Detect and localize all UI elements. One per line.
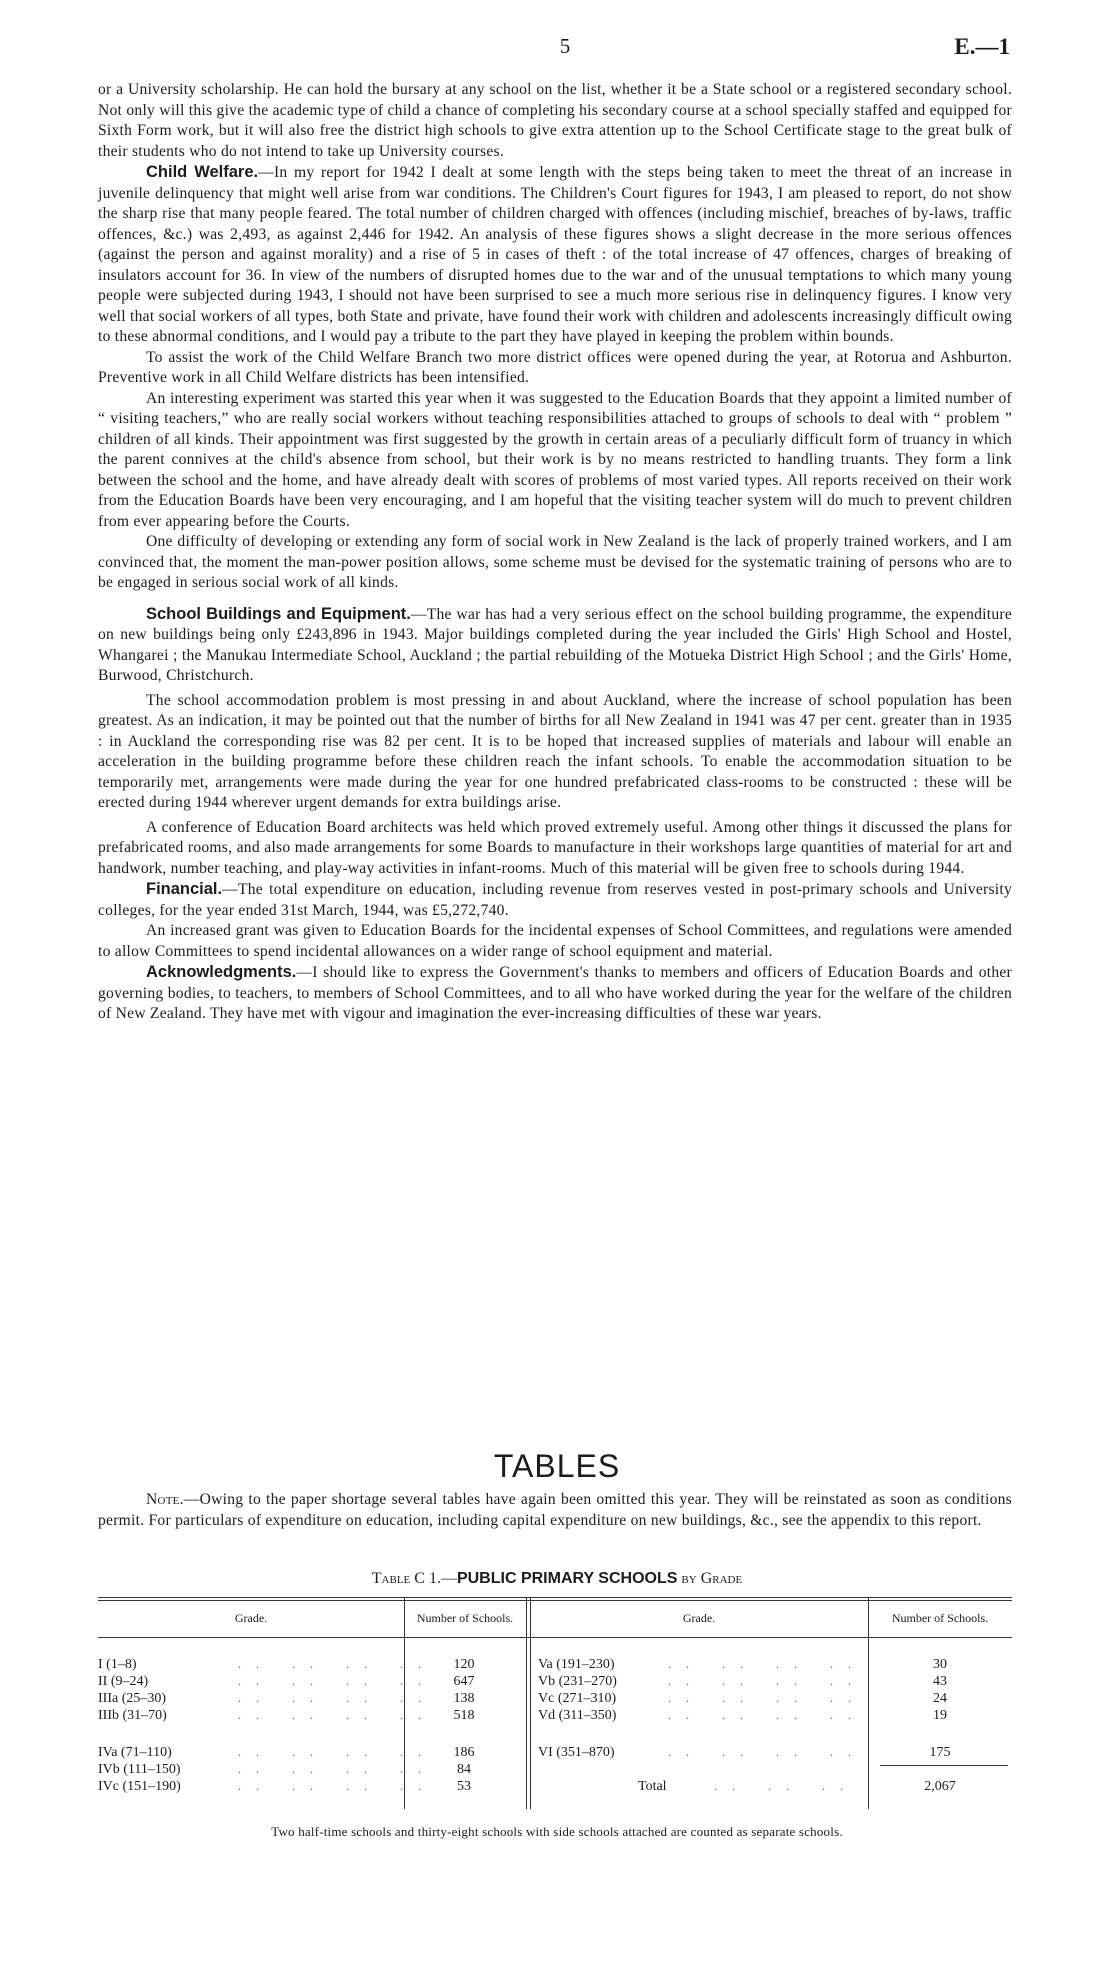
table-total-row: Total . . . . . . 2,067: [538, 1779, 1012, 1796]
total-rule: [880, 1765, 1008, 1766]
total-value: 2,067: [924, 1779, 956, 1794]
table-row: IVc (151–190) . . . . . . . . 53: [98, 1779, 471, 1794]
paragraph-financial: Financial.—The total expenditure on education, including revenue from reserves vested in post-primary schools and University colleges, for the year ended 31st March, 1944, was £5,272,740.: [98, 880, 1012, 919]
table-row: Va (191–230) . . . . . . . . 30: [538, 1657, 947, 1672]
paragraph: A conference of Education Board architects was held which proved extremely useful. Among other things it discussed the plans for prefabricated rooms, and also made arrangements for some Boards to manufacture in their workshops large quantities of material for art and handwork, number teaching, and play-way activities in infant-rooms. Much of this material will be given free to schools during 1944.: [98, 818, 1012, 877]
table-row: I (1–8) . . . . . . . . 120: [98, 1657, 475, 1672]
total-label: Total: [638, 1779, 667, 1794]
heading-child-welfare: Child Welfare.: [146, 163, 259, 181]
table-row: Vb (231–270) . . . . . . . . 43: [538, 1674, 947, 1689]
heading-acknowledgments: Acknowledgments.: [146, 963, 297, 981]
table-row: Vd (311–350) . . . . . . . . 19: [538, 1708, 947, 1723]
tables-title: TABLES: [493, 1448, 621, 1484]
paragraph-child-welfare: Child Welfare.—In my report for 1942 I dealt at some length with the steps being taken to meet the threat of an increase in juvenile delinquency that might well arise from war conditions. The Children's Court figures for 1943, I am pleased to report, do not show the sharp rise that many people feared. The total number of children charged with offences (including mischief, breaches of by-laws, traffic offences, &c.) was 2,493, as against 2,446 for 1942. An analysis of these figures shows a slight decrease in the more serious offences (against the person and against morality) and a rise of 5 in cases of theft : of the total increase of 47 offences, charges of breaking of insulators account for 36. In view of the numbers of disrupted homes due to the war and of the unusual temptations to which many young people were subjected during 1943, I should not have been surprised to see a much more serious rise in delinquency figures. I know very well that social workers of all types, both State and private, have found their work with children and adolescents increasingly difficult owing to these abnormal conditions, and I would pay a tribute to the part they have played in keeping the problem within bounds.: [98, 163, 1012, 345]
table-rule: [98, 1600, 1012, 1601]
paragraph: The school accommodation problem is most pressing in and about Auckland, where the increase of school population has been greatest. As an indication, it may be pointed out that the number of births for all New Zealand in 1941 was 47 per cent. greater than in 1935 : in Auckland the corresponding rise was 82 per cent. It is to be hoped that increased supplies of materials and labour will enable an acceleration in the building programme before these children reach the infant schools. To enable the accommodation situation to be temporarily met, arrangements were made during the year for one hundred prefabricated class-rooms to be constructed : these will be erected during 1944 wherever urgent demands for extra buildings arise.: [98, 691, 1012, 811]
table-row: IIIb (31–70) . . . . . . . . 518: [98, 1708, 475, 1723]
paragraph: An increased grant was given to Education Boards for the incidental expenses of School Committees, and regulations were amended to allow Committees to spend incidental allowances on a wider range of school equipment and material.: [98, 922, 1012, 960]
column-divider-double: [526, 1597, 531, 1809]
column-header-grade-left: Grade.: [234, 1611, 268, 1625]
paragraph-school-buildings: School Buildings and Equipment.—The war has had a very serious effect on the school building programme, the expenditure on new buildings being only £243,896 in 1943. Major buildings completed during the year included the Girls' High School and Hostel, Whangarei ; the Manukau Intermediate School, Auckland ; the partial rebuilding of the Motueka District High School ; and the Girls' Home, Burwood, Christchurch.: [98, 604, 1012, 684]
heading-financial: Financial.: [146, 880, 223, 898]
table-row: IVb (111–150) . . . . . . . . 84: [98, 1762, 471, 1777]
table-row: Vc (271–310) . . . . . . . . 24: [538, 1691, 947, 1706]
tables-note: [98, 1490, 1012, 1531]
table-footnote: Two half-time schools and thirty-eight schools with side schools attached are counted as separate schools.: [271, 1824, 843, 1839]
table-row: VI (351–870) . . . . . . . . 175: [538, 1745, 951, 1760]
table-row: II (9–24) . . . . . . . . 647: [98, 1674, 475, 1689]
table-row: IVa (71–110) . . . . . . . . 186: [98, 1745, 475, 1760]
table-row: IIIa (25–30) . . . . . . . . 138: [98, 1691, 475, 1706]
paragraph: An interesting experiment was started this year when it was suggested to the Education Boards that they appoint a limited number of “ visiting teachers,” who are really social workers without teaching responsibilities attached to groups of schools to deal with “ problem ” children of all kinds. Their appointment was first suggested by the growth in certain areas of a peculiarly difficult form of truancy in which the parent connives at the child's absence from school, but their work is by no means restricted to handling truants. They form a link between the school and the home, and have already dealt with scores of problems of most varied types. All reports received on their work from the Education Boards have been very encouraging, and I am hopeful that the visiting teacher system will do much to prevent children from ever appearing before the Courts.: [98, 389, 1012, 530]
paragraph: To assist the work of the Child Welfare Branch two more district offices were opened during the year, at Rotorua and Ashburton. Preventive work in all Child Welfare districts has been intensified.: [98, 348, 1012, 386]
report-body: [98, 80, 1012, 1025]
table-rule: [98, 1597, 1012, 1598]
table-caption: Table C 1.—PUBLIC PRIMARY SCHOOLS by Grade: [371, 1570, 743, 1587]
table-caption-title: PUBLIC PRIMARY SCHOOLS: [456, 1570, 678, 1587]
note-label: Note.: [146, 1491, 184, 1508]
paragraph-acknowledgments: Acknowledgments.—I should like to express the Government's thanks to members and officers of Education Boards and other governing bodies, to teachers, to members of School Committees, and to all who have worked during the year for the welfare of the children of New Zealand. They have met with vigour and imagination the ever-increasing difficulties of these war years.: [98, 963, 1012, 1022]
table-rule: [98, 1637, 1012, 1638]
document-code: E.—1: [954, 34, 1010, 59]
column-header-grade-right: Grade.: [682, 1611, 716, 1625]
paragraph-continuation: or a University scholarship. He can hold the bursary at any school on the list, whether it be a State school or a registered secondary school. Not only will this give the academic type of child a chance of completing his secondary course at a school specially staffed and equipped for Sixth Form work, but it will also free the district high schools to give extra attention up to the School Certificate stage to the great bulk of their students who do not intend to take up University courses.: [98, 81, 1012, 160]
paragraph: One difficulty of developing or extending any form of social work in New Zealand is the lack of properly trained workers, and I am convinced that, the moment the man-power position allows, some scheme must be devised for the systematic training of persons who are to be engaged in serious social work of all kinds.: [98, 533, 1012, 591]
note-text: —Owing to the paper shortage several tables have again been omitted this year. They will be reinstated as soon as conditions permit. For particulars of expenditure on education, including capital expenditure on new buildings, &c., see the appendix to this report.: [98, 1491, 1012, 1529]
column-header-number-left: Number of Schools.: [416, 1611, 514, 1625]
heading-school-buildings: School Buildings and Equipment.: [146, 604, 411, 623]
page-number: 5: [559, 34, 571, 58]
column-header-number-right: Number of Schools.: [891, 1611, 989, 1625]
